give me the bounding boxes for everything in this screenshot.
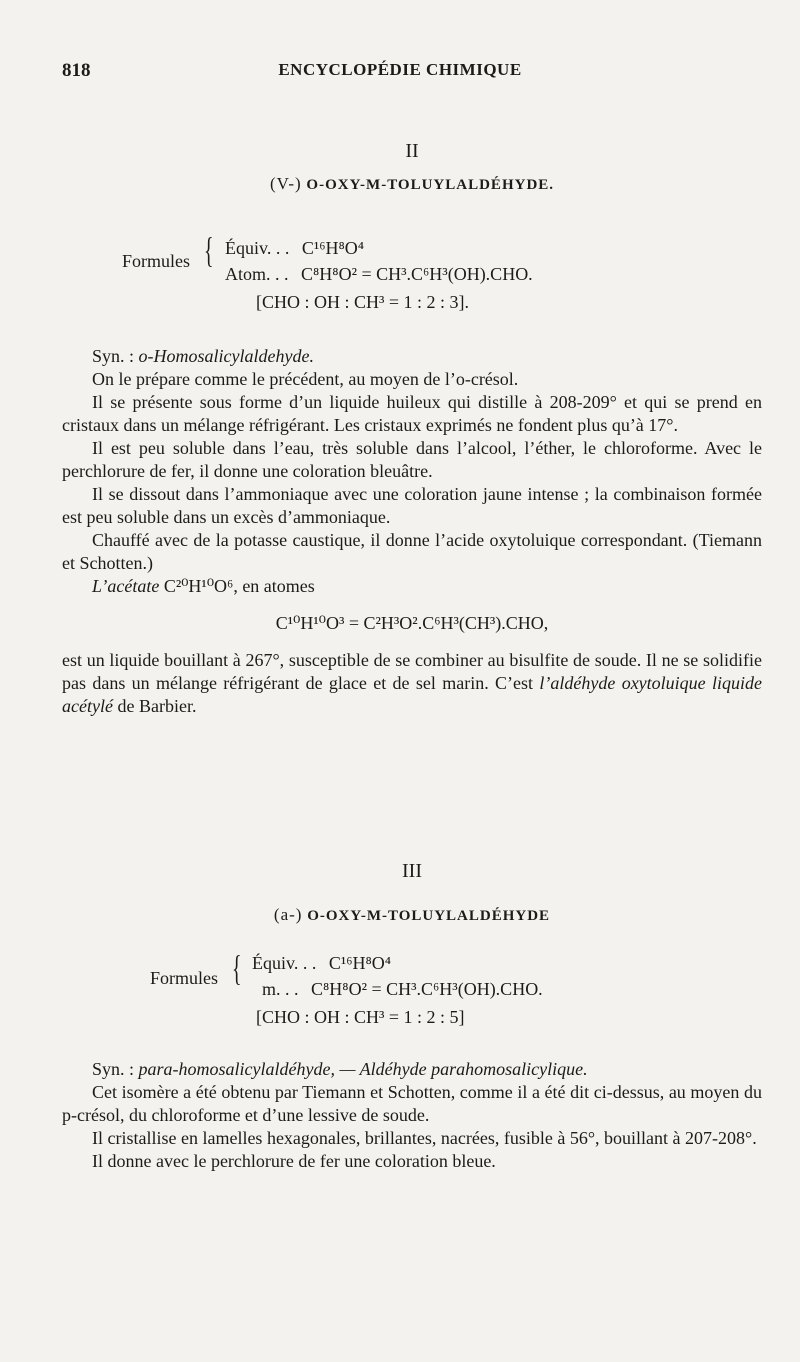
equiv-formula: C¹⁶H⁸O⁴ [301, 238, 365, 258]
section-title-iii [62, 905, 762, 925]
atom-label: Atom. . . [225, 264, 289, 284]
section-number-ii: II [405, 140, 419, 162]
section-number-iii: III [402, 860, 422, 882]
p6-italic: l’aldéhyde oxytoluique liquide acétylé [62, 673, 762, 716]
equiv-label: Équiv. . . [252, 953, 317, 973]
paragraph: On le prépare comme le précédent, au moyen de l’o-crésol. [92, 369, 519, 389]
position-ratio: [CHO : OH : CH³ = 1 : 2 : 3]. [256, 292, 470, 312]
p6-text-a: est un liquide bouillant à 267°, susceptible de se combiner au bisulfite de soude. Il ne se solidifie pas dans un mélange réfrigérant de glace et de sel marin. C’est [62, 650, 762, 693]
atom-line [225, 264, 533, 285]
formules-label: Formules [150, 968, 219, 988]
equiv-label: Équiv. . . [225, 238, 290, 258]
equiv-line [252, 953, 391, 974]
brace-glyph: { [204, 230, 214, 270]
paragraph [62, 649, 762, 718]
compound-prefix: (V-) [269, 174, 302, 193]
page-header [0, 60, 800, 84]
paragraph: Il est peu soluble dans l’eau, très soluble dans l’alcool, l’éther, le chloroforme. Avec le perchlorure de fer, il donne une coloration bleuâtre. [62, 438, 762, 481]
page-number: 818 [62, 60, 91, 81]
acetate-name: L’acétate [92, 576, 160, 596]
compound-name: O-OXY-M-TOLUYLALDÉHYDE [307, 908, 551, 924]
running-head: ENCYCLOPÉDIE CHIMIQUE [278, 60, 522, 79]
paragraph: Cet isomère a été obtenu par Tiemann et Schotten, comme il a été dit ci-dessus, au moyen du p-crésol, du chloroforme et d’une lessive de soude. [62, 1082, 762, 1125]
paragraph: Il se présente sous forme d’un liquide huileux qui distille à 208-209° et qui se prend en cristaux dans un mélange réfrigérant. Les cristaux exprimés ne fondent plus qu’à 17°. [62, 392, 762, 435]
equiv-line [225, 238, 364, 259]
paragraph: Chauffé avec de la potasse caustique, il donne l’acide oxytoluique correspondant. (Tiemann et Schotten.) [62, 530, 762, 573]
syn-name: o-Homosalicylaldehyde. [138, 346, 314, 366]
compound-prefix: (a-) [273, 905, 303, 924]
synonym-line [62, 1058, 762, 1081]
atom-label: m. . . [262, 979, 299, 999]
section-iii-body [62, 1058, 762, 1173]
atom-line [252, 979, 543, 1000]
syn-name: para-homosalicylaldéhyde, — Aldéhyde parahomosalicylique. [138, 1059, 588, 1079]
acetate-rest: C²⁰H¹⁰O⁶, en atomes [159, 576, 315, 596]
paragraph: Il cristallise en lamelles hexagonales, brillantes, nacrées, fusible à 56°, bouillant à 207-208°. [92, 1128, 757, 1148]
atom-formula: C⁸H⁸O² = CH³.C⁶H³(OH).CHO. [301, 264, 533, 284]
compound-name: O-OXY-M-TOLUYLALDÉHYDE. [306, 177, 555, 193]
equiv-formula: C¹⁶H⁸O⁴ [328, 953, 392, 973]
formules-label: Formules [122, 251, 191, 271]
paragraph: Il donne avec le perchlorure de fer une coloration bleue. [92, 1151, 496, 1171]
position-ratio: [CHO : OH : CH³ = 1 : 2 : 5] [256, 1007, 465, 1027]
synonym-line [62, 345, 762, 368]
paragraph: Il se dissout dans l’ammoniaque avec une coloration jaune intense ; la combinaison formée est peu soluble dans un excès d’ammoniaque. [62, 484, 762, 527]
acetate-line [62, 575, 762, 598]
acetate-formula: C¹⁰H¹⁰O³ = C²H³O².C⁶H³(CH³).CHO, [275, 613, 549, 633]
atom-formula: C⁸H⁸O² = CH³.C⁶H³(OH).CHO. [311, 979, 543, 999]
p6-text-b: de Barbier. [112, 696, 197, 716]
section-title-ii [62, 174, 762, 194]
section-ii-body [62, 345, 762, 718]
syn-label: Syn. : [92, 1059, 139, 1079]
syn-label: Syn. : [92, 346, 139, 366]
brace-glyph: { [232, 948, 242, 988]
